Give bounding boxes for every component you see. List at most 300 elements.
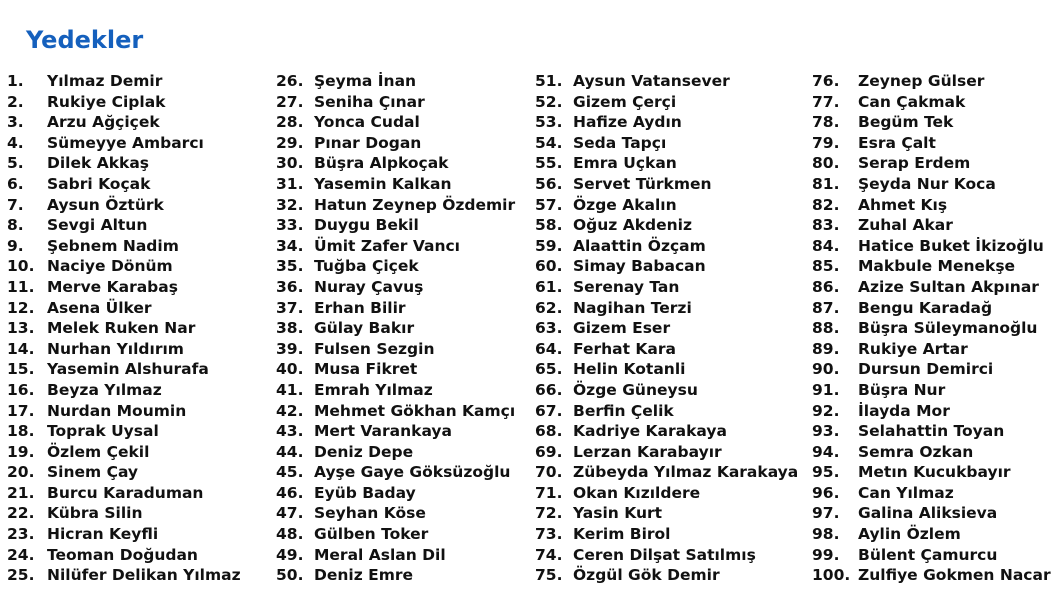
list-item-name: Büşra Alpkoçak bbox=[314, 154, 449, 173]
list-item-number: 36. bbox=[276, 277, 304, 296]
list-item bbox=[812, 71, 1051, 92]
list-item bbox=[7, 483, 241, 504]
list-item-name: Tuğba Çiçek bbox=[314, 257, 419, 276]
list-item bbox=[7, 318, 241, 339]
list-item-number: 32. bbox=[276, 195, 304, 214]
list-item-name: Ferhat Kara bbox=[573, 339, 676, 358]
list-item-number: 86. bbox=[812, 277, 840, 296]
list-item-name: Deniz Emre bbox=[314, 566, 414, 585]
list-item-name: Ümit Zafer Vancı bbox=[314, 236, 460, 255]
list-item-number: 72. bbox=[535, 504, 563, 523]
list-item-name: Özge Akalın bbox=[573, 195, 677, 214]
list-item-name: Ceren Dilşat Satılmış bbox=[573, 545, 756, 564]
list-item bbox=[7, 71, 241, 92]
list-item bbox=[812, 256, 1051, 277]
list-item-name: Ayşe Gaye Göksüzoğlu bbox=[314, 463, 511, 482]
list-item bbox=[276, 112, 515, 133]
list-item-number: 96. bbox=[812, 483, 840, 502]
list-item-number: 84. bbox=[812, 236, 840, 255]
list-item-name: Büşra Nur bbox=[858, 380, 946, 399]
list-item bbox=[812, 503, 1051, 524]
list-item-name: Serenay Tan bbox=[573, 277, 680, 296]
list-item-name: Gizem Çerçi bbox=[573, 92, 677, 111]
list-item bbox=[276, 133, 515, 154]
list-item bbox=[535, 277, 798, 298]
list-item bbox=[7, 442, 241, 463]
list-item bbox=[812, 545, 1051, 566]
list-item-number: 10. bbox=[7, 257, 35, 276]
list-item-name: Esra Çalt bbox=[858, 133, 936, 152]
list-item-name: Can Yılmaz bbox=[858, 483, 954, 502]
list-item bbox=[535, 92, 798, 113]
list-item-name: Hicran Keyfli bbox=[47, 525, 159, 544]
list-item-name: Zeynep Gülser bbox=[858, 72, 985, 90]
list-item-name: Asena Ülker bbox=[47, 298, 152, 317]
list-item bbox=[812, 339, 1051, 360]
list-item bbox=[812, 401, 1051, 422]
list-item-number: 85. bbox=[812, 257, 840, 276]
list-item bbox=[812, 112, 1051, 133]
list-item bbox=[812, 565, 1051, 586]
list-item bbox=[7, 462, 241, 483]
list-item-number: 94. bbox=[812, 442, 840, 461]
list-item bbox=[812, 153, 1051, 174]
list-item-number: 31. bbox=[276, 174, 304, 193]
list-item-name: Kübra Silin bbox=[47, 504, 143, 523]
list-item bbox=[7, 565, 241, 586]
list-item-number: 79. bbox=[812, 133, 840, 152]
list-item bbox=[276, 483, 515, 504]
list-item-number: 53. bbox=[535, 113, 563, 132]
list-item-name: Mert Varankaya bbox=[314, 422, 452, 441]
list-item-name: Deniz Depe bbox=[314, 442, 414, 461]
list-item-name: Yılmaz Demir bbox=[47, 72, 163, 90]
list-item-name: Emra Uçkan bbox=[573, 154, 677, 173]
list-item bbox=[812, 421, 1051, 442]
list-item-number: 38. bbox=[276, 319, 304, 338]
list-item-name: Lerzan Karabayır bbox=[573, 442, 722, 461]
list-item-name: Nuray Çavuş bbox=[314, 277, 424, 296]
list-item-name: Dilek Akkaş bbox=[47, 154, 150, 173]
list-item bbox=[812, 318, 1051, 339]
list-item-name: Dursun Demirci bbox=[858, 360, 994, 379]
list-item bbox=[7, 133, 241, 154]
list-item-number: 44. bbox=[276, 442, 304, 461]
list-column-4 bbox=[812, 71, 1051, 586]
list-item-name: Özge Güneysu bbox=[573, 380, 698, 399]
list-item-number: 66. bbox=[535, 380, 563, 399]
list-item-name: Özgül Gök Demir bbox=[573, 566, 720, 585]
list-item-name: Selahattin Toyan bbox=[858, 422, 1005, 441]
list-item-name: Eyüb Baday bbox=[314, 483, 416, 502]
list-item bbox=[535, 483, 798, 504]
list-item bbox=[276, 71, 515, 92]
list-item-name: Helin Kotanli bbox=[573, 360, 686, 379]
list-item bbox=[276, 380, 515, 401]
list-item-name: Büşra Süleymanoğlu bbox=[858, 319, 1038, 338]
list-item-name: Şeyda Nur Koca bbox=[858, 174, 996, 193]
list-item-number: 88. bbox=[812, 319, 840, 338]
list-item-number: 56. bbox=[535, 174, 563, 193]
list-item-number: 93. bbox=[812, 422, 840, 441]
list-item-name: Sabri Koçak bbox=[47, 174, 151, 193]
list-item-name: Özlem Çekil bbox=[47, 442, 150, 461]
list-item-number: 45. bbox=[276, 463, 304, 482]
list-item bbox=[7, 256, 241, 277]
list-item-number: 20. bbox=[7, 463, 35, 482]
list-item bbox=[276, 92, 515, 113]
list-item bbox=[535, 133, 798, 154]
list-item-number: 73. bbox=[535, 525, 563, 544]
list-item bbox=[535, 565, 798, 586]
list-item-name: Zuhal Akar bbox=[858, 216, 953, 235]
list-item-number: 55. bbox=[535, 154, 563, 173]
list-item bbox=[7, 195, 241, 216]
list-item-name: Merve Karabaş bbox=[47, 277, 178, 296]
list-item bbox=[535, 462, 798, 483]
list-item-number: 76. bbox=[812, 72, 840, 90]
list-item-number: 18. bbox=[7, 422, 35, 441]
list-item bbox=[276, 298, 515, 319]
list-item-name: Nurhan Yıldırım bbox=[47, 339, 184, 358]
list-item-number: 58. bbox=[535, 216, 563, 235]
list-item bbox=[535, 442, 798, 463]
list-item-number: 87. bbox=[812, 298, 840, 317]
list-item-name: Meral Aslan Dil bbox=[314, 545, 446, 564]
list-item bbox=[812, 380, 1051, 401]
list-item-name: Burcu Karaduman bbox=[47, 483, 204, 502]
list-item-name: Bengu Karadağ bbox=[858, 298, 993, 317]
list-item bbox=[812, 236, 1051, 257]
list-item bbox=[812, 92, 1051, 113]
list-item-name: Berfin Çelik bbox=[573, 401, 674, 420]
list-item bbox=[7, 524, 241, 545]
list-item bbox=[7, 545, 241, 566]
list-item bbox=[535, 71, 798, 92]
list-item bbox=[812, 277, 1051, 298]
list-item-name: Begüm Tek bbox=[858, 113, 954, 132]
list-item-number: 22. bbox=[7, 504, 35, 523]
list-item-number: 77. bbox=[812, 92, 840, 111]
list-item bbox=[276, 442, 515, 463]
list-item bbox=[812, 174, 1051, 195]
list-item-number: 59. bbox=[535, 236, 563, 255]
list-item-number: 60. bbox=[535, 257, 563, 276]
list-item bbox=[276, 359, 515, 380]
list-item bbox=[535, 298, 798, 319]
list-item bbox=[7, 298, 241, 319]
page-title: Yedekler bbox=[26, 26, 144, 54]
list-item-number: 33. bbox=[276, 216, 304, 235]
list-item bbox=[7, 153, 241, 174]
list-item bbox=[812, 133, 1051, 154]
list-item-number: 54. bbox=[535, 133, 563, 152]
list-item-number: 30. bbox=[276, 154, 304, 173]
list-item bbox=[535, 112, 798, 133]
list-item-number: 65. bbox=[535, 360, 563, 379]
list-item-name: Beyza Yılmaz bbox=[47, 380, 162, 399]
list-item-name: İlayda Mor bbox=[858, 401, 950, 420]
list-item-number: 48. bbox=[276, 525, 304, 544]
list-item bbox=[535, 339, 798, 360]
list-item-number: 89. bbox=[812, 339, 840, 358]
list-item-name: Gizem Eser bbox=[573, 319, 671, 338]
list-item-number: 3. bbox=[7, 113, 24, 132]
list-item bbox=[276, 236, 515, 257]
list-item bbox=[535, 545, 798, 566]
list-item-number: 61. bbox=[535, 277, 563, 296]
list-item bbox=[276, 401, 515, 422]
list-item-name: Hatun Zeynep Özdemir bbox=[314, 195, 516, 214]
list-item bbox=[535, 503, 798, 524]
list-item-number: 23. bbox=[7, 525, 35, 544]
list-item-number: 7. bbox=[7, 195, 24, 214]
list-item-name: Melek Ruken Nar bbox=[47, 319, 196, 338]
list-column-1 bbox=[7, 71, 241, 586]
list-item-number: 12. bbox=[7, 298, 35, 317]
list-item-name: Yasemin Alshurafa bbox=[47, 360, 209, 379]
list-item-number: 9. bbox=[7, 236, 24, 255]
list-item-name: Emrah Yılmaz bbox=[314, 380, 433, 399]
list-item bbox=[535, 421, 798, 442]
list-item-number: 28. bbox=[276, 113, 304, 132]
list-item-name: Arzu Ağçiçek bbox=[47, 113, 160, 132]
list-item-number: 39. bbox=[276, 339, 304, 358]
list-item-number: 91. bbox=[812, 380, 840, 399]
list-item-name: Metın Kucukbayır bbox=[858, 463, 1011, 482]
list-item-name: Azize Sultan Akpınar bbox=[858, 277, 1039, 296]
list-item bbox=[535, 380, 798, 401]
list-item-number: 98. bbox=[812, 525, 840, 544]
list-item bbox=[7, 92, 241, 113]
list-item-name: Yasemin Kalkan bbox=[314, 174, 452, 193]
list-item bbox=[276, 256, 515, 277]
list-item-name: Gülben Toker bbox=[314, 525, 429, 544]
list-item-name: Hatice Buket İkizoğlu bbox=[858, 236, 1044, 255]
list-item bbox=[812, 298, 1051, 319]
list-item-name: Semra Ozkan bbox=[858, 442, 974, 461]
list-item-number: 34. bbox=[276, 236, 304, 255]
list-item-name: Seniha Çınar bbox=[314, 92, 425, 111]
list-item-number: 67. bbox=[535, 401, 563, 420]
list-item bbox=[812, 195, 1051, 216]
list-item bbox=[276, 174, 515, 195]
list-item-number: 41. bbox=[276, 380, 304, 399]
list-item-name: Makbule Menekşe bbox=[858, 257, 1016, 276]
list-item-number: 1. bbox=[7, 72, 24, 90]
list-item-name: Nurdan Moumin bbox=[47, 401, 187, 420]
list-item bbox=[7, 215, 241, 236]
list-item-name: Nagihan Terzi bbox=[573, 298, 692, 317]
list-item-name: Yasin Kurt bbox=[573, 504, 663, 523]
list-item bbox=[535, 195, 798, 216]
list-item-name: Hafize Aydın bbox=[573, 113, 682, 132]
list-item bbox=[812, 442, 1051, 463]
list-item bbox=[535, 174, 798, 195]
list-item-number: 37. bbox=[276, 298, 304, 317]
list-item bbox=[812, 359, 1051, 380]
list-item-number: 27. bbox=[276, 92, 304, 111]
list-item-number: 95. bbox=[812, 463, 840, 482]
list-item bbox=[535, 318, 798, 339]
list-item-number: 83. bbox=[812, 216, 840, 235]
list-item-number: 74. bbox=[535, 545, 563, 564]
list-item-number: 2. bbox=[7, 92, 24, 111]
list-item bbox=[276, 339, 515, 360]
list-item bbox=[7, 277, 241, 298]
list-item-name: Kerim Birol bbox=[573, 525, 671, 544]
list-item-name: Rukiye Artar bbox=[858, 339, 968, 358]
list-item-number: 49. bbox=[276, 545, 304, 564]
list-item-number: 99. bbox=[812, 545, 840, 564]
list-item bbox=[276, 195, 515, 216]
list-item-name: Seda Tapçı bbox=[573, 133, 667, 152]
list-item-number: 26. bbox=[276, 72, 304, 90]
list-item-number: 24. bbox=[7, 545, 35, 564]
list-item-number: 17. bbox=[7, 401, 35, 420]
list-item-number: 15. bbox=[7, 360, 35, 379]
list-item-number: 97. bbox=[812, 504, 840, 523]
list-item-name: Aysun Öztürk bbox=[47, 195, 164, 214]
list-item-name: Duygu Bekil bbox=[314, 216, 419, 235]
list-item-number: 43. bbox=[276, 422, 304, 441]
list-item-number: 82. bbox=[812, 195, 840, 214]
list-item-number: 19. bbox=[7, 442, 35, 461]
list-item-name: Seyhan Köse bbox=[314, 504, 426, 523]
list-item-name: Sevgi Altun bbox=[47, 216, 148, 235]
list-item bbox=[276, 153, 515, 174]
list-item bbox=[276, 462, 515, 483]
list-item bbox=[535, 215, 798, 236]
list-item-name: Sinem Çay bbox=[47, 463, 139, 482]
list-item bbox=[7, 421, 241, 442]
list-item-name: Aysun Vatansever bbox=[573, 72, 730, 90]
list-item-name: Naciye Dönüm bbox=[47, 257, 173, 276]
list-item bbox=[7, 401, 241, 422]
list-item-number: 71. bbox=[535, 483, 563, 502]
list-item-name: Bülent Çamurcu bbox=[858, 545, 998, 564]
list-item bbox=[812, 215, 1051, 236]
list-item-name: Sümeyye Ambarcı bbox=[47, 133, 204, 152]
list-item-name: Zübeyda Yılmaz Karakaya bbox=[573, 463, 799, 482]
list-item-number: 90. bbox=[812, 360, 840, 379]
list-item bbox=[7, 112, 241, 133]
list-item-number: 13. bbox=[7, 319, 35, 338]
list-item-name: Alaattin Özçam bbox=[573, 236, 706, 255]
list-item-number: 42. bbox=[276, 401, 304, 420]
list-item-number: 5. bbox=[7, 154, 24, 173]
list-item-number: 100. bbox=[812, 566, 851, 585]
list-item bbox=[7, 359, 241, 380]
list-item bbox=[7, 339, 241, 360]
list-item-number: 78. bbox=[812, 113, 840, 132]
list-item-number: 63. bbox=[535, 319, 563, 338]
list-item-name: Can Çakmak bbox=[858, 92, 966, 111]
list-item-number: 40. bbox=[276, 360, 304, 379]
list-item bbox=[535, 236, 798, 257]
list-item-number: 47. bbox=[276, 504, 304, 523]
list-item bbox=[276, 421, 515, 442]
list-item-name: Toprak Uysal bbox=[47, 422, 159, 441]
list-item bbox=[276, 545, 515, 566]
list-item-number: 4. bbox=[7, 133, 24, 152]
list-item-number: 46. bbox=[276, 483, 304, 502]
list-item-name: Şeyma İnan bbox=[314, 72, 417, 90]
list-item bbox=[276, 524, 515, 545]
list-item-number: 11. bbox=[7, 277, 35, 296]
list-item-number: 6. bbox=[7, 174, 24, 193]
list-item-name: Ahmet Kış bbox=[858, 195, 948, 214]
list-item bbox=[276, 277, 515, 298]
list-item-number: 75. bbox=[535, 566, 563, 585]
list-item-number: 69. bbox=[535, 442, 563, 461]
list-item bbox=[276, 215, 515, 236]
list-item bbox=[535, 401, 798, 422]
list-item-number: 57. bbox=[535, 195, 563, 214]
list-item-name: Musa Fikret bbox=[314, 360, 418, 379]
list-item bbox=[535, 524, 798, 545]
list-item-name: Şebnem Nadim bbox=[47, 236, 179, 255]
list-item-number: 35. bbox=[276, 257, 304, 276]
list-item-name: Pınar Dogan bbox=[314, 133, 422, 152]
list-item-number: 81. bbox=[812, 174, 840, 193]
list-item-number: 51. bbox=[535, 72, 563, 90]
list-item-name: Teoman Doğudan bbox=[47, 545, 198, 564]
list-item bbox=[535, 359, 798, 380]
list-item-name: Nilüfer Delikan Yılmaz bbox=[47, 566, 241, 585]
list-item bbox=[7, 380, 241, 401]
list-column-2 bbox=[276, 71, 515, 586]
list-item bbox=[7, 503, 241, 524]
list-item-number: 92. bbox=[812, 401, 840, 420]
list-item-name: Galina Aliksieva bbox=[858, 504, 998, 523]
list-item-name: Oğuz Akdeniz bbox=[573, 216, 693, 235]
list-item-number: 16. bbox=[7, 380, 35, 399]
list-item-number: 29. bbox=[276, 133, 304, 152]
list-item-number: 80. bbox=[812, 154, 840, 173]
list-item-number: 70. bbox=[535, 463, 563, 482]
list-item-number: 14. bbox=[7, 339, 35, 358]
list-item-name: Gülay Bakır bbox=[314, 319, 415, 338]
list-item bbox=[7, 174, 241, 195]
list-item bbox=[7, 236, 241, 257]
list-item bbox=[276, 318, 515, 339]
list-item-name: Rukiye Ciplak bbox=[47, 92, 166, 111]
list-item bbox=[812, 483, 1051, 504]
list-item-name: Mehmet Gökhan Kamçı bbox=[314, 401, 516, 420]
list-item bbox=[276, 503, 515, 524]
list-item-name: Fulsen Sezgin bbox=[314, 339, 435, 358]
list-item-number: 64. bbox=[535, 339, 563, 358]
list-item-number: 52. bbox=[535, 92, 563, 111]
list-item-name: Okan Kızıldere bbox=[573, 483, 701, 502]
list-item-name: Kadriye Karakaya bbox=[573, 422, 727, 441]
list-item-name: Yonca Cudal bbox=[314, 113, 420, 132]
list-item-name: Servet Türkmen bbox=[573, 174, 712, 193]
list-item-number: 62. bbox=[535, 298, 563, 317]
list-item-name: Aylin Özlem bbox=[858, 525, 961, 544]
list-item-name: Simay Babacan bbox=[573, 257, 706, 276]
list-item bbox=[535, 256, 798, 277]
list-item bbox=[812, 462, 1051, 483]
list-column-3 bbox=[535, 71, 798, 586]
list-item-name: Zulfiye Gokmen Nacar bbox=[858, 566, 1051, 585]
list-item-name: Serap Erdem bbox=[858, 154, 971, 173]
list-item bbox=[276, 565, 515, 586]
list-item-number: 68. bbox=[535, 422, 563, 441]
list-item-number: 8. bbox=[7, 216, 24, 235]
list-item-number: 25. bbox=[7, 566, 35, 585]
